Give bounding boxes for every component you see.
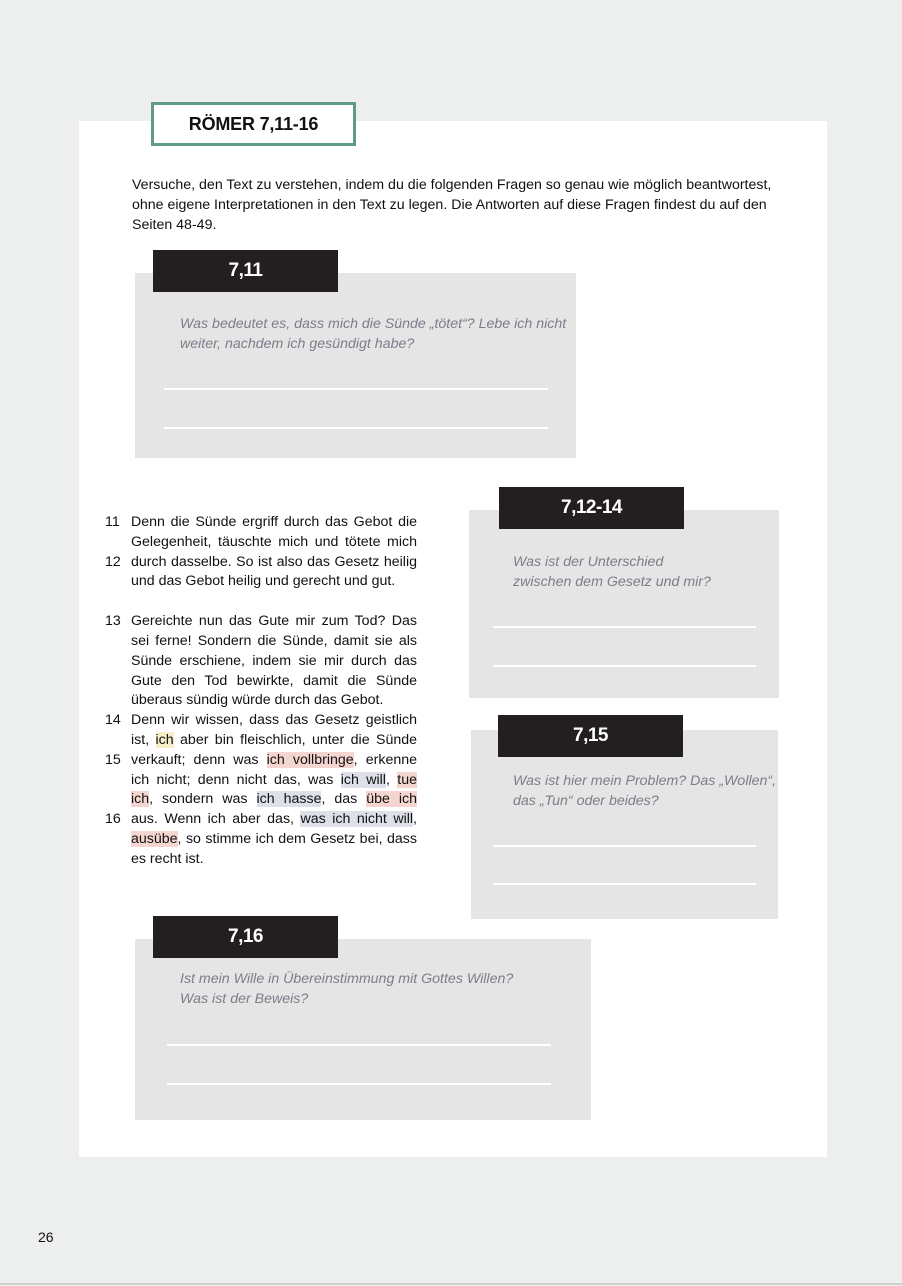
verse-line: ausübe, so stimme ich dem Gesetz bei, dass bbox=[131, 830, 417, 847]
answer-line[interactable] bbox=[493, 665, 756, 667]
question-box-7-12-14 bbox=[469, 510, 779, 698]
verse-line: sei ferne! Sondern die Sünde, damit sie als bbox=[131, 632, 417, 649]
page-title: RÖMER 7,11-16 bbox=[151, 102, 356, 146]
verse-line: 16 aus. Wenn ich aber das, was ich nicht will, bbox=[105, 810, 417, 830]
answer-line[interactable] bbox=[164, 388, 548, 390]
highlight-red: ich bbox=[131, 791, 150, 808]
answer-line[interactable] bbox=[167, 1044, 551, 1046]
intro-text: Versuche, den Text zu verstehen, indem du die folgenden Fragen so genau wie möglich beantwortest, ohne eigene Interpretationen in den Text zu legen. Die Antworten auf diese Fragen findest du auf den Seiten 48-49. bbox=[132, 177, 772, 233]
verse-line: 15 verkauft; denn was ich vollbringe, erkenne bbox=[105, 751, 417, 771]
question-tab-7-12-14: 7,12-14 bbox=[499, 487, 684, 529]
verse-line: es recht ist. bbox=[131, 850, 204, 867]
highlight-red: ausübe bbox=[131, 830, 178, 847]
verse-line: Sünde erschiene, indem sie mir durch das bbox=[131, 652, 417, 669]
highlight-yellow: ich bbox=[155, 731, 174, 748]
verse-line: ist, ich aber bin fleischlich, unter die Sünde bbox=[131, 731, 417, 748]
question-box-7-11 bbox=[135, 273, 576, 458]
answer-line[interactable] bbox=[493, 626, 756, 628]
verse-line: 13 Gereichte nun das Gute mir zum Tod? Das bbox=[105, 612, 417, 632]
highlight-red: übe ich bbox=[366, 791, 418, 808]
question-text-7-11: Was bedeutet es, dass mich die Sünde „tötet“? Lebe ich nicht weiter, nachdem ich gesündigt habe? bbox=[180, 316, 567, 352]
question-text-7-15: Was ist hier mein Problem? Das „Wollen“, das „Tun“ oder beides? bbox=[513, 773, 777, 809]
verse-line: überaus sündig würde durch das Gebot. bbox=[131, 692, 384, 709]
verse-line: Gute den Tod bewirkte, damit die Sünde bbox=[131, 672, 417, 689]
question-tab-7-11: 7,11 bbox=[153, 250, 338, 292]
bottom-divider bbox=[0, 1283, 902, 1285]
verse-number: 14 bbox=[105, 712, 121, 729]
highlight-blue: ich hasse bbox=[256, 791, 322, 808]
answer-line[interactable] bbox=[167, 1083, 551, 1085]
verse-line: Gelegenheit, täuschte mich und tötete mich bbox=[131, 533, 417, 550]
bible-text bbox=[105, 513, 417, 870]
question-box-7-16 bbox=[135, 939, 591, 1120]
verse-line: ich nicht; denn nicht das, was ich will, tue bbox=[131, 771, 418, 788]
question-text-7-12-14: Was ist der Unterschied zwischen dem Gesetz und mir? bbox=[513, 554, 711, 590]
page-number: 26 bbox=[38, 1229, 54, 1245]
verse-number: 13 bbox=[105, 613, 121, 630]
answer-line[interactable] bbox=[164, 427, 548, 429]
verse-line: 14 Denn wir wissen, dass das Gesetz geistlich bbox=[105, 711, 417, 731]
verse-line: ich, sondern was ich hasse, das übe ich bbox=[131, 791, 418, 808]
verse-line: und das Gebot heilig und gerecht und gut. bbox=[131, 573, 396, 590]
answer-line[interactable] bbox=[493, 845, 756, 847]
question-tab-7-15: 7,15 bbox=[498, 715, 683, 757]
verse-line: 11 Denn die Sünde ergriff durch das Gebot die bbox=[105, 513, 417, 533]
verse-number: 15 bbox=[105, 751, 121, 768]
highlight-red: ich vollbringe bbox=[266, 751, 354, 768]
highlight-red: tue bbox=[397, 771, 418, 788]
answer-line[interactable] bbox=[493, 883, 756, 885]
verse-number: 12 bbox=[105, 553, 121, 570]
highlight-blue: ich will bbox=[340, 771, 386, 788]
question-box-7-15 bbox=[471, 730, 778, 919]
question-text-7-16: Ist mein Wille in Übereinstimmung mit Gottes Willen? Was ist der Beweis? bbox=[180, 971, 514, 1007]
verse-line: 12 durch dasselbe. So ist also das Gesetz heilig bbox=[105, 553, 417, 573]
highlight-blue: was ich nicht will bbox=[300, 811, 414, 828]
verse-number: 16 bbox=[105, 811, 121, 828]
question-tab-7-16: 7,16 bbox=[153, 916, 338, 958]
verse-number: 11 bbox=[105, 514, 120, 530]
